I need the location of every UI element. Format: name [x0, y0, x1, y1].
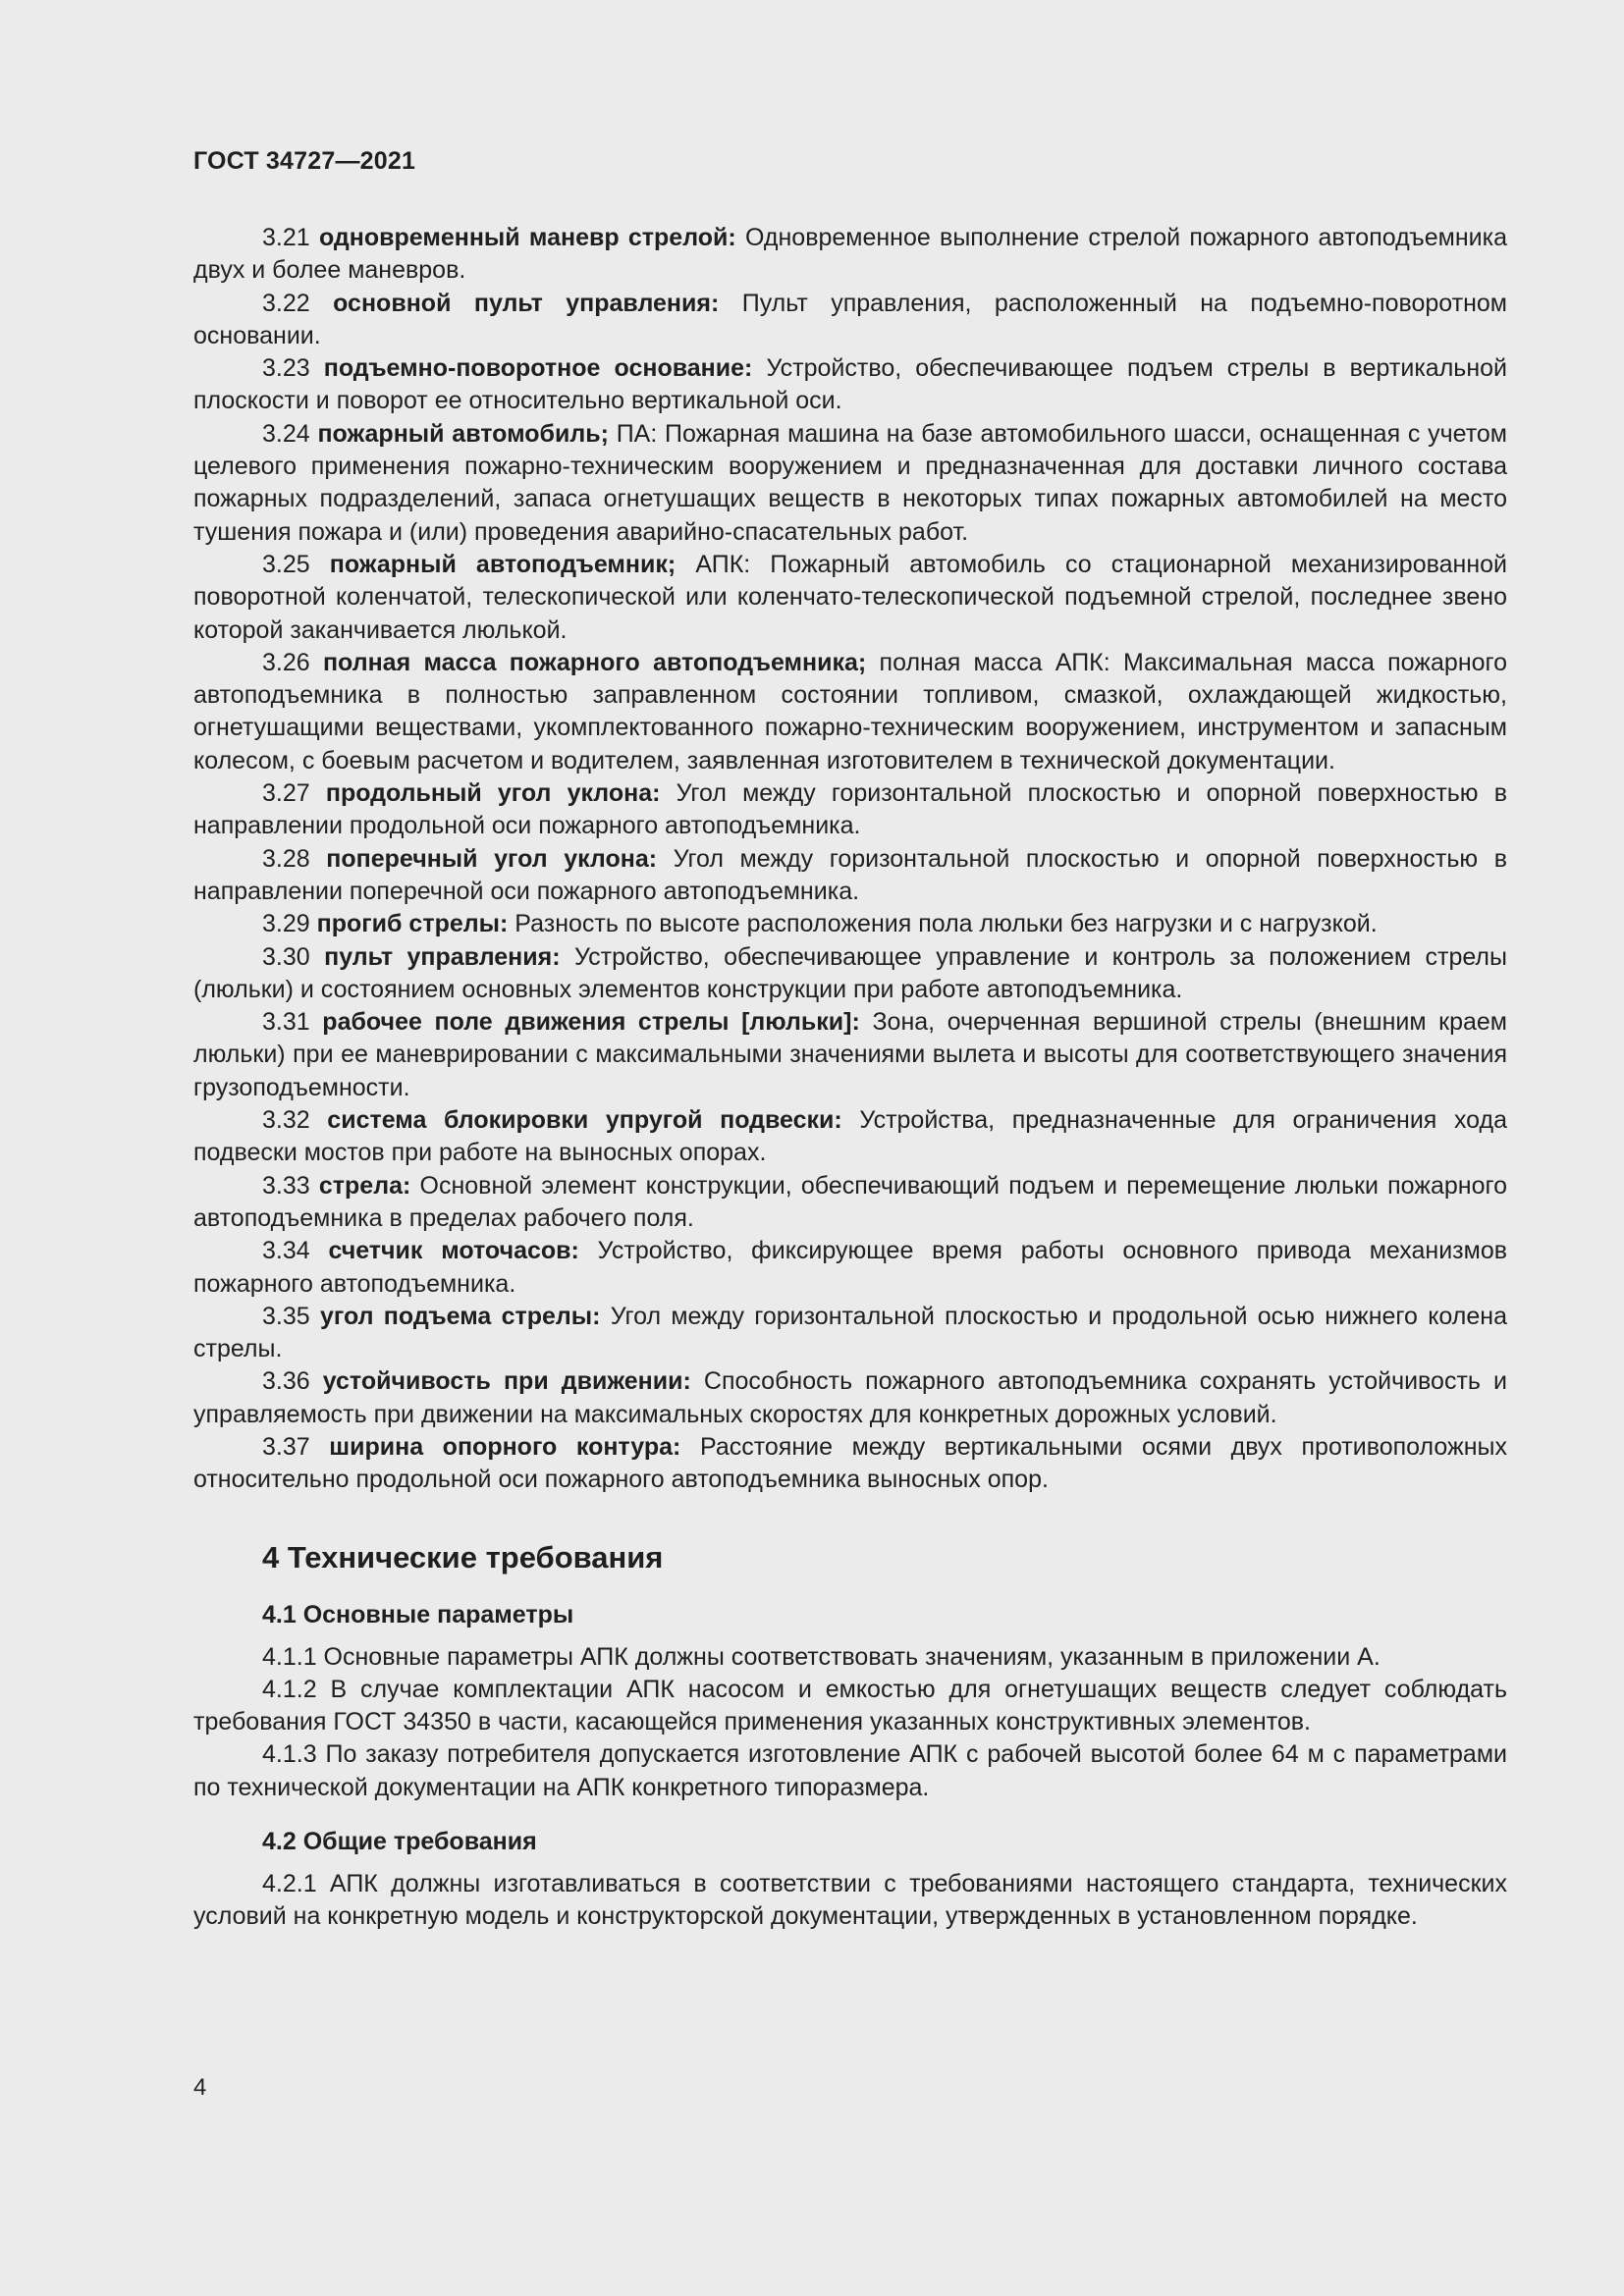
paragraph: 4.1.2 В случае комплектации АПК насосом и емкостью для огнетушащих веществ следует соблюдать требования ГОСТ 34350 в части, касающейся применения указанных конструктивных элементов. [193, 1675, 1507, 1736]
definition-item: 3.36 устойчивость при движении: Способность пожарного автоподъемника сохранять устойчивость и управляемость при движении на максимальных скоростях для конкретных дорожных условий. [193, 1367, 1507, 1428]
definitions-list [193, 222, 1507, 1497]
paragraph: 4.2.1 АПК должны изготавливаться в соответствии с требованиями настоящего стандарта, технических условий на конкретную модель и конструкторской документации, утвержденных в установленном порядке. [193, 1870, 1507, 1931]
definition-item: 3.23 подъемно-поворотное основание: Устройство, обеспечивающее подъем стрелы в вертикальной плоскости и поворот ее относительно вертикальной оси. [193, 354, 1507, 415]
definition-item: 3.25 пожарный автоподъемник; АПК: Пожарный автомобиль со стационарной механизированной поворотной коленчатой, телескопической или коленчато-телескопической подъемной стрелой, последнее звено которой заканчивается люлькой. [193, 550, 1507, 644]
subsection-title: 4.1 Основные параметры [262, 1600, 574, 1629]
section-title: 4 Технические требования [262, 1539, 664, 1575]
definition-item: 3.24 пожарный автомобиль; ПА: Пожарная машина на базе автомобильного шасси, оснащенная с учетом целевого применения пожарно-техническим вооружением и предназначенная для доставки личного состава пожарных подразделений, запаса огнетушащих веществ в некоторых типах пожарных автомобилей на место тушения пожара и (или) проведения аварийно-спасательных работ. [193, 419, 1507, 546]
definition-item: 3.32 система блокировки упругой подвески: Устройства, предназначенные для ограничения хода подвески мостов при работе на выносных опорах. [193, 1106, 1508, 1167]
paragraph: 4.1.3 По заказу потребителя допускается изготовление АПК с рабочей высотой более 64 м с параметрами по технической документации на АПК конкретного типоразмера. [193, 1740, 1507, 1801]
definition-item: 3.34 счетчик моточасов: Устройство, фиксирующее время работы основного привода механизмов пожарного автоподъемника. [193, 1237, 1508, 1298]
subsection-title: 4.2 Общие требования [262, 1828, 537, 1856]
definition-item: 3.31 рабочее поле движения стрелы [люльки]: Зона, очерченная вершиной стрелы (внешним краем люльки) при ее маневрировании с максимальными значениями вылета и высоты для соответствующего значения грузоподъемности. [193, 1008, 1507, 1101]
definition-item: 3.35 угол подъема стрелы: Угол между горизонтальной плоскостью и продольной осью нижнего колена стрелы. [193, 1302, 1507, 1363]
definition-item: 3.37 ширина опорного контура: Расстояние между вертикальными осями двух противоположных относительно продольной оси пожарного автоподъемника выносных опор. [193, 1432, 1508, 1494]
definition-item: 3.29 прогиб стрелы: Разность по высоте расположения пола люльки без нагрузки и с нагрузкой. [262, 910, 1378, 938]
page-number: 4 [193, 2074, 207, 2101]
definition-item: 3.27 продольный угол уклона: Угол между горизонтальной плоскостью и опорной поверхностью в направлении продольной оси пожарного автоподъемника. [193, 779, 1507, 840]
definition-item: 3.33 стрела: Основной элемент конструкции, обеспечивающий подъем и перемещение люльки пожарного автоподъемника в пределах рабочего поля. [193, 1171, 1507, 1232]
definition-item: 3.30 пульт управления: Устройство, обеспечивающее управление и контроль за положением стрелы (люльки) и состоянием основных элементов конструкции при работе автоподъемника. [193, 942, 1507, 1003]
paragraph: 4.1.1 Основные параметры АПК должны соответствовать значениям, указанным в приложении А. [262, 1642, 1380, 1671]
document-header: ГОСТ 34727—2021 [193, 147, 416, 175]
definition-item: 3.26 полная масса пожарного автоподъемника; полная масса АПК: Максимальная масса пожарного автоподъемника в полностью заправленном состоянии топливом, смазкой, охлаждающей жидкостью, огнетушащими веществами, укомплектованного пожарно-техническим вооружением, инструментом и запасным колесом, с боевым расчетом и водителем, заявленная изготовителем в технической документации. [193, 648, 1508, 774]
definition-item: 3.28 поперечный угол уклона: Угол между горизонтальной плоскостью и опорной поверхностью в направлении поперечной оси пожарного автоподъемника. [193, 844, 1507, 905]
page-content [193, 222, 1507, 1934]
definition-item: 3.21 одновременный маневр стрелой: Одновременное выполнение стрелой пожарного автоподъемника двух и более маневров. [193, 224, 1508, 285]
definition-item: 3.22 основной пульт управления: Пульт управления, расположенный на подъемно-поворотном основании. [193, 289, 1507, 349]
